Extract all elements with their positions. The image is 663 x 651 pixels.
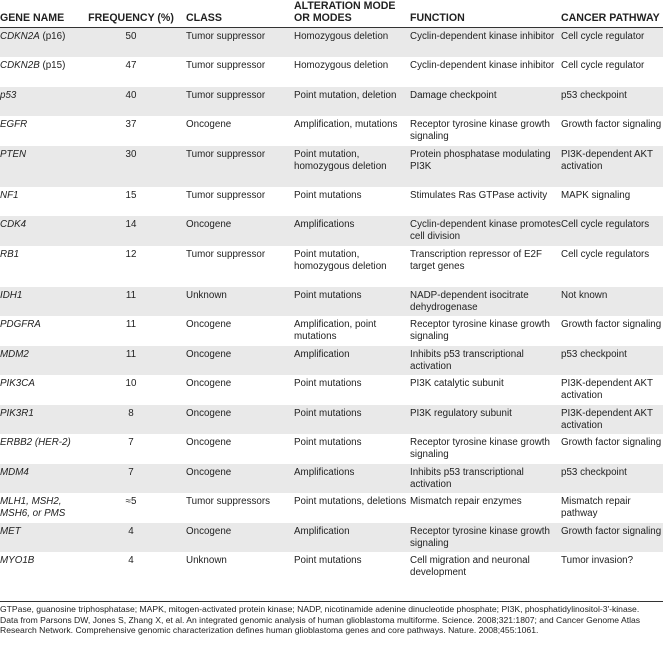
- cell-gene-name: [0, 116, 76, 146]
- cell-class: Unknown: [186, 555, 227, 566]
- cell-function: Cyclin-dependent kinase inhibitor: [410, 31, 555, 42]
- header-pathway: CANCER PATHWAY: [561, 0, 663, 28]
- cell-alteration-mode: Amplification: [294, 525, 350, 537]
- cell-gene-name: [0, 57, 76, 87]
- cell-alteration-mode: Point mutations: [294, 407, 362, 419]
- table-row: [0, 116, 663, 146]
- cell-class: Oncogene: [186, 525, 232, 537]
- cell-gene-name: [0, 246, 76, 287]
- cell-cancer-pathway: p53 checkpoint: [561, 89, 627, 101]
- cell-gene-name: [0, 464, 76, 494]
- cell-function: NADP-dependent isocitrate dehydrogenase: [410, 289, 529, 313]
- cell-function: Receptor tyrosine kinase growth signaling: [410, 525, 550, 549]
- table-row: [0, 493, 663, 523]
- cell-alteration-mode: Amplification: [294, 348, 350, 360]
- table-row: [0, 464, 663, 494]
- cell-cancer-pathway: MAPK signaling: [561, 189, 631, 201]
- cell-gene-name: [0, 287, 76, 317]
- cell-alteration-mode: Point mutation, homozygous deletion: [294, 148, 387, 172]
- cell-class: Tumor suppressor: [186, 89, 266, 101]
- cell-frequency: 10: [125, 378, 137, 389]
- cell-frequency: 30: [125, 148, 137, 160]
- abbreviations-note: GTPase, guanosine triphosphatase; MAPK, mitogen-activated protein kinase; NADP, nicotinamide adenine dinucleotide phosphate; PI3K, phosphatidylinositol-3′-kinase.: [0, 604, 640, 614]
- gene-symbol: ERBB2 (HER-2): [0, 437, 71, 448]
- table-row: [0, 246, 663, 287]
- cell-alteration-mode: Point mutations: [294, 378, 362, 389]
- cell-cancer-pathway: Cell cycle regulator: [561, 60, 645, 71]
- cell-gene-name: [0, 375, 76, 405]
- table-header: [0, 0, 663, 28]
- cell-frequency: 8: [128, 407, 134, 419]
- cell-gene-name: [0, 28, 76, 58]
- table-row: [0, 187, 663, 217]
- source-note: Data from Parsons DW, Jones S, Zhang X, et al. An integrated genomic analysis of human glioblastoma multiforme. Science. 2008;321:1807; and Cancer Genome Atlas Research Network. Comprehensive genomic characterization defines human glioblastoma genes and core pathways. Nature. 2008;455:1061.: [0, 614, 641, 635]
- cell-class: Oncogene: [186, 407, 232, 419]
- table-footnotes: [0, 601, 663, 636]
- table-row: [0, 87, 663, 117]
- cell-alteration-mode: Amplifications: [294, 219, 355, 230]
- cell-gene-name: [0, 146, 76, 187]
- gene-symbol: PDGFRA: [0, 319, 41, 330]
- cell-class: Tumor suppressor: [186, 189, 266, 201]
- cell-cancer-pathway: Cell cycle regulators: [561, 248, 650, 260]
- cell-alteration-mode: Homozygous deletion: [294, 60, 389, 71]
- cell-gene-name: [0, 346, 76, 376]
- cell-frequency: 7: [128, 466, 134, 478]
- table-row: [0, 287, 663, 317]
- cell-gene-name: [0, 493, 76, 523]
- cell-alteration-mode: Point mutation, homozygous deletion: [294, 248, 387, 272]
- gene-symbol: MYO1B: [0, 555, 35, 566]
- cell-class: Oncogene: [186, 119, 232, 130]
- cell-alteration-mode: Point mutations: [294, 189, 362, 201]
- cell-class: Oncogene: [186, 319, 232, 330]
- cell-function: Receptor tyrosine kinase growth signaling: [410, 319, 550, 342]
- cell-alteration-mode: Point mutations: [294, 555, 362, 566]
- cell-function: Mismatch repair enzymes: [410, 496, 522, 507]
- cell-alteration-mode: Homozygous deletion: [294, 31, 389, 42]
- cell-gene-name: [0, 87, 76, 117]
- cell-frequency: 50: [125, 31, 137, 42]
- cell-alteration-mode: Point mutations, deletions: [294, 496, 407, 507]
- gene-symbol: IDH1: [0, 289, 23, 301]
- cell-cancer-pathway: Growth factor signaling: [561, 525, 662, 537]
- gene-symbol: EGFR: [0, 119, 28, 130]
- cell-cancer-pathway: p53 checkpoint: [561, 348, 627, 360]
- cell-frequency: 37: [125, 119, 137, 130]
- cell-class: Tumor suppressor: [186, 148, 266, 160]
- cell-alteration-mode: Amplification, mutations: [294, 119, 398, 130]
- cell-gene-name: [0, 216, 76, 246]
- cell-cancer-pathway: Tumor invasion?: [561, 555, 634, 566]
- cell-class: Oncogene: [186, 378, 232, 389]
- cell-cancer-pathway: PI3K-dependent AKT activation: [561, 148, 653, 172]
- gene-symbol: MDM4: [0, 466, 29, 478]
- cell-gene-name: [0, 187, 76, 217]
- table-row: [0, 28, 663, 58]
- table-body: [0, 28, 663, 582]
- cell-class: Tumor suppressor: [186, 60, 266, 71]
- gene-symbol: MLH1, MSH2, MSH6, or PMS: [0, 496, 66, 519]
- cell-frequency: 4: [128, 555, 134, 566]
- cell-class: Oncogene: [186, 466, 232, 478]
- gene-symbol: CDKN2A: [0, 31, 40, 42]
- cell-frequency: 14: [125, 219, 137, 230]
- cell-frequency: 4: [128, 525, 134, 537]
- cell-frequency: ≈5: [125, 496, 137, 507]
- gene-symbol: MDM2: [0, 348, 29, 360]
- table-row: [0, 405, 663, 435]
- cell-cancer-pathway: Growth factor signaling: [561, 119, 662, 130]
- gene-symbol: PIK3CA: [0, 378, 35, 389]
- cell-cancer-pathway: PI3K-dependent AKT activation: [561, 378, 653, 401]
- cell-function: PI3K catalytic subunit: [410, 378, 504, 389]
- cell-cancer-pathway: Growth factor signaling: [561, 437, 662, 448]
- header-frequency: FREQUENCY (%): [76, 0, 186, 28]
- table-row: [0, 434, 663, 464]
- table-row: [0, 146, 663, 187]
- cell-function: Transcription repressor of E2F target genes: [410, 248, 542, 272]
- cell-alteration-mode: Amplifications: [294, 466, 355, 478]
- cell-class: Oncogene: [186, 437, 232, 448]
- cell-function: Receptor tyrosine kinase growth signaling: [410, 119, 550, 142]
- cell-cancer-pathway: p53 checkpoint: [561, 466, 627, 478]
- header-gene-name: GENE NAME: [0, 0, 76, 28]
- gene-alias: (p16): [39, 31, 66, 42]
- cell-class: Oncogene: [186, 219, 232, 230]
- cell-frequency: 11: [125, 319, 137, 330]
- table-row: [0, 346, 663, 376]
- gene-symbol: PTEN: [0, 148, 27, 160]
- cell-cancer-pathway: Not known: [561, 289, 608, 301]
- gene-symbol: NF1: [0, 189, 19, 201]
- cell-class: Unknown: [186, 289, 227, 301]
- cell-cancer-pathway: Cell cycle regulators: [561, 219, 650, 230]
- gene-symbol: PIK3R1: [0, 407, 34, 419]
- cell-alteration-mode: Amplification, point mutations: [294, 319, 377, 342]
- gene-alias: (p15): [39, 60, 66, 71]
- cell-function: Damage checkpoint: [410, 89, 497, 101]
- gene-symbol: p53: [0, 89, 17, 101]
- cell-frequency: 11: [125, 289, 137, 301]
- cell-function: Cyclin-dependent kinase inhibitor: [410, 60, 555, 71]
- cell-class: Tumor suppressors: [186, 496, 271, 507]
- gene-symbol: CDK4: [0, 219, 27, 230]
- cell-cancer-pathway: PI3K-dependent AKT activation: [561, 407, 653, 431]
- cell-class: Oncogene: [186, 348, 232, 360]
- cell-frequency: 11: [125, 348, 137, 360]
- table-row: [0, 316, 663, 346]
- cell-function: Stimulates Ras GTPase activity: [410, 189, 548, 201]
- cell-function: Inhibits p53 transcriptional activation: [410, 348, 524, 372]
- header-alteration: ALTERATION MODE OR MODES: [294, 0, 410, 28]
- cell-gene-name: [0, 405, 76, 435]
- cell-gene-name: [0, 434, 76, 464]
- cell-class: Tumor suppressor: [186, 248, 266, 260]
- cell-function: Protein phosphatase modulating PI3K: [410, 148, 551, 172]
- cell-gene-name: [0, 552, 76, 582]
- header-function: FUNCTION: [410, 0, 561, 28]
- cell-alteration-mode: Point mutation, deletion: [294, 89, 397, 101]
- table-row: [0, 523, 663, 553]
- gene-symbol: RB1: [0, 248, 20, 260]
- cell-function: Cyclin-dependent kinase promotes cell division: [410, 219, 561, 242]
- cell-frequency: 15: [125, 189, 137, 201]
- cell-alteration-mode: Point mutations: [294, 437, 362, 448]
- header-class: CLASS: [186, 0, 294, 28]
- cell-gene-name: [0, 523, 76, 553]
- cell-function: Cell migration and neuronal development: [410, 555, 530, 578]
- cell-frequency: 47: [125, 60, 137, 71]
- cell-cancer-pathway: Cell cycle regulator: [561, 31, 645, 42]
- table-row: [0, 375, 663, 405]
- cell-function: Inhibits p53 transcriptional activation: [410, 466, 524, 490]
- table-row: [0, 57, 663, 87]
- cell-alteration-mode: Point mutations: [294, 289, 362, 301]
- cell-frequency: 7: [128, 437, 134, 448]
- cell-frequency: 12: [125, 248, 137, 260]
- cell-cancer-pathway: Mismatch repair pathway: [561, 496, 631, 519]
- cell-cancer-pathway: Growth factor signaling: [561, 319, 662, 330]
- cell-function: Receptor tyrosine kinase growth signaling: [410, 437, 550, 460]
- cell-gene-name: [0, 316, 76, 346]
- gene-symbol: CDKN2B: [0, 60, 40, 71]
- cell-class: Tumor suppressor: [186, 31, 266, 42]
- table-row: [0, 216, 663, 246]
- cell-frequency: 40: [125, 89, 137, 101]
- table-row: [0, 552, 663, 582]
- cell-function: PI3K regulatory subunit: [410, 407, 512, 419]
- gene-symbol: MET: [0, 525, 21, 537]
